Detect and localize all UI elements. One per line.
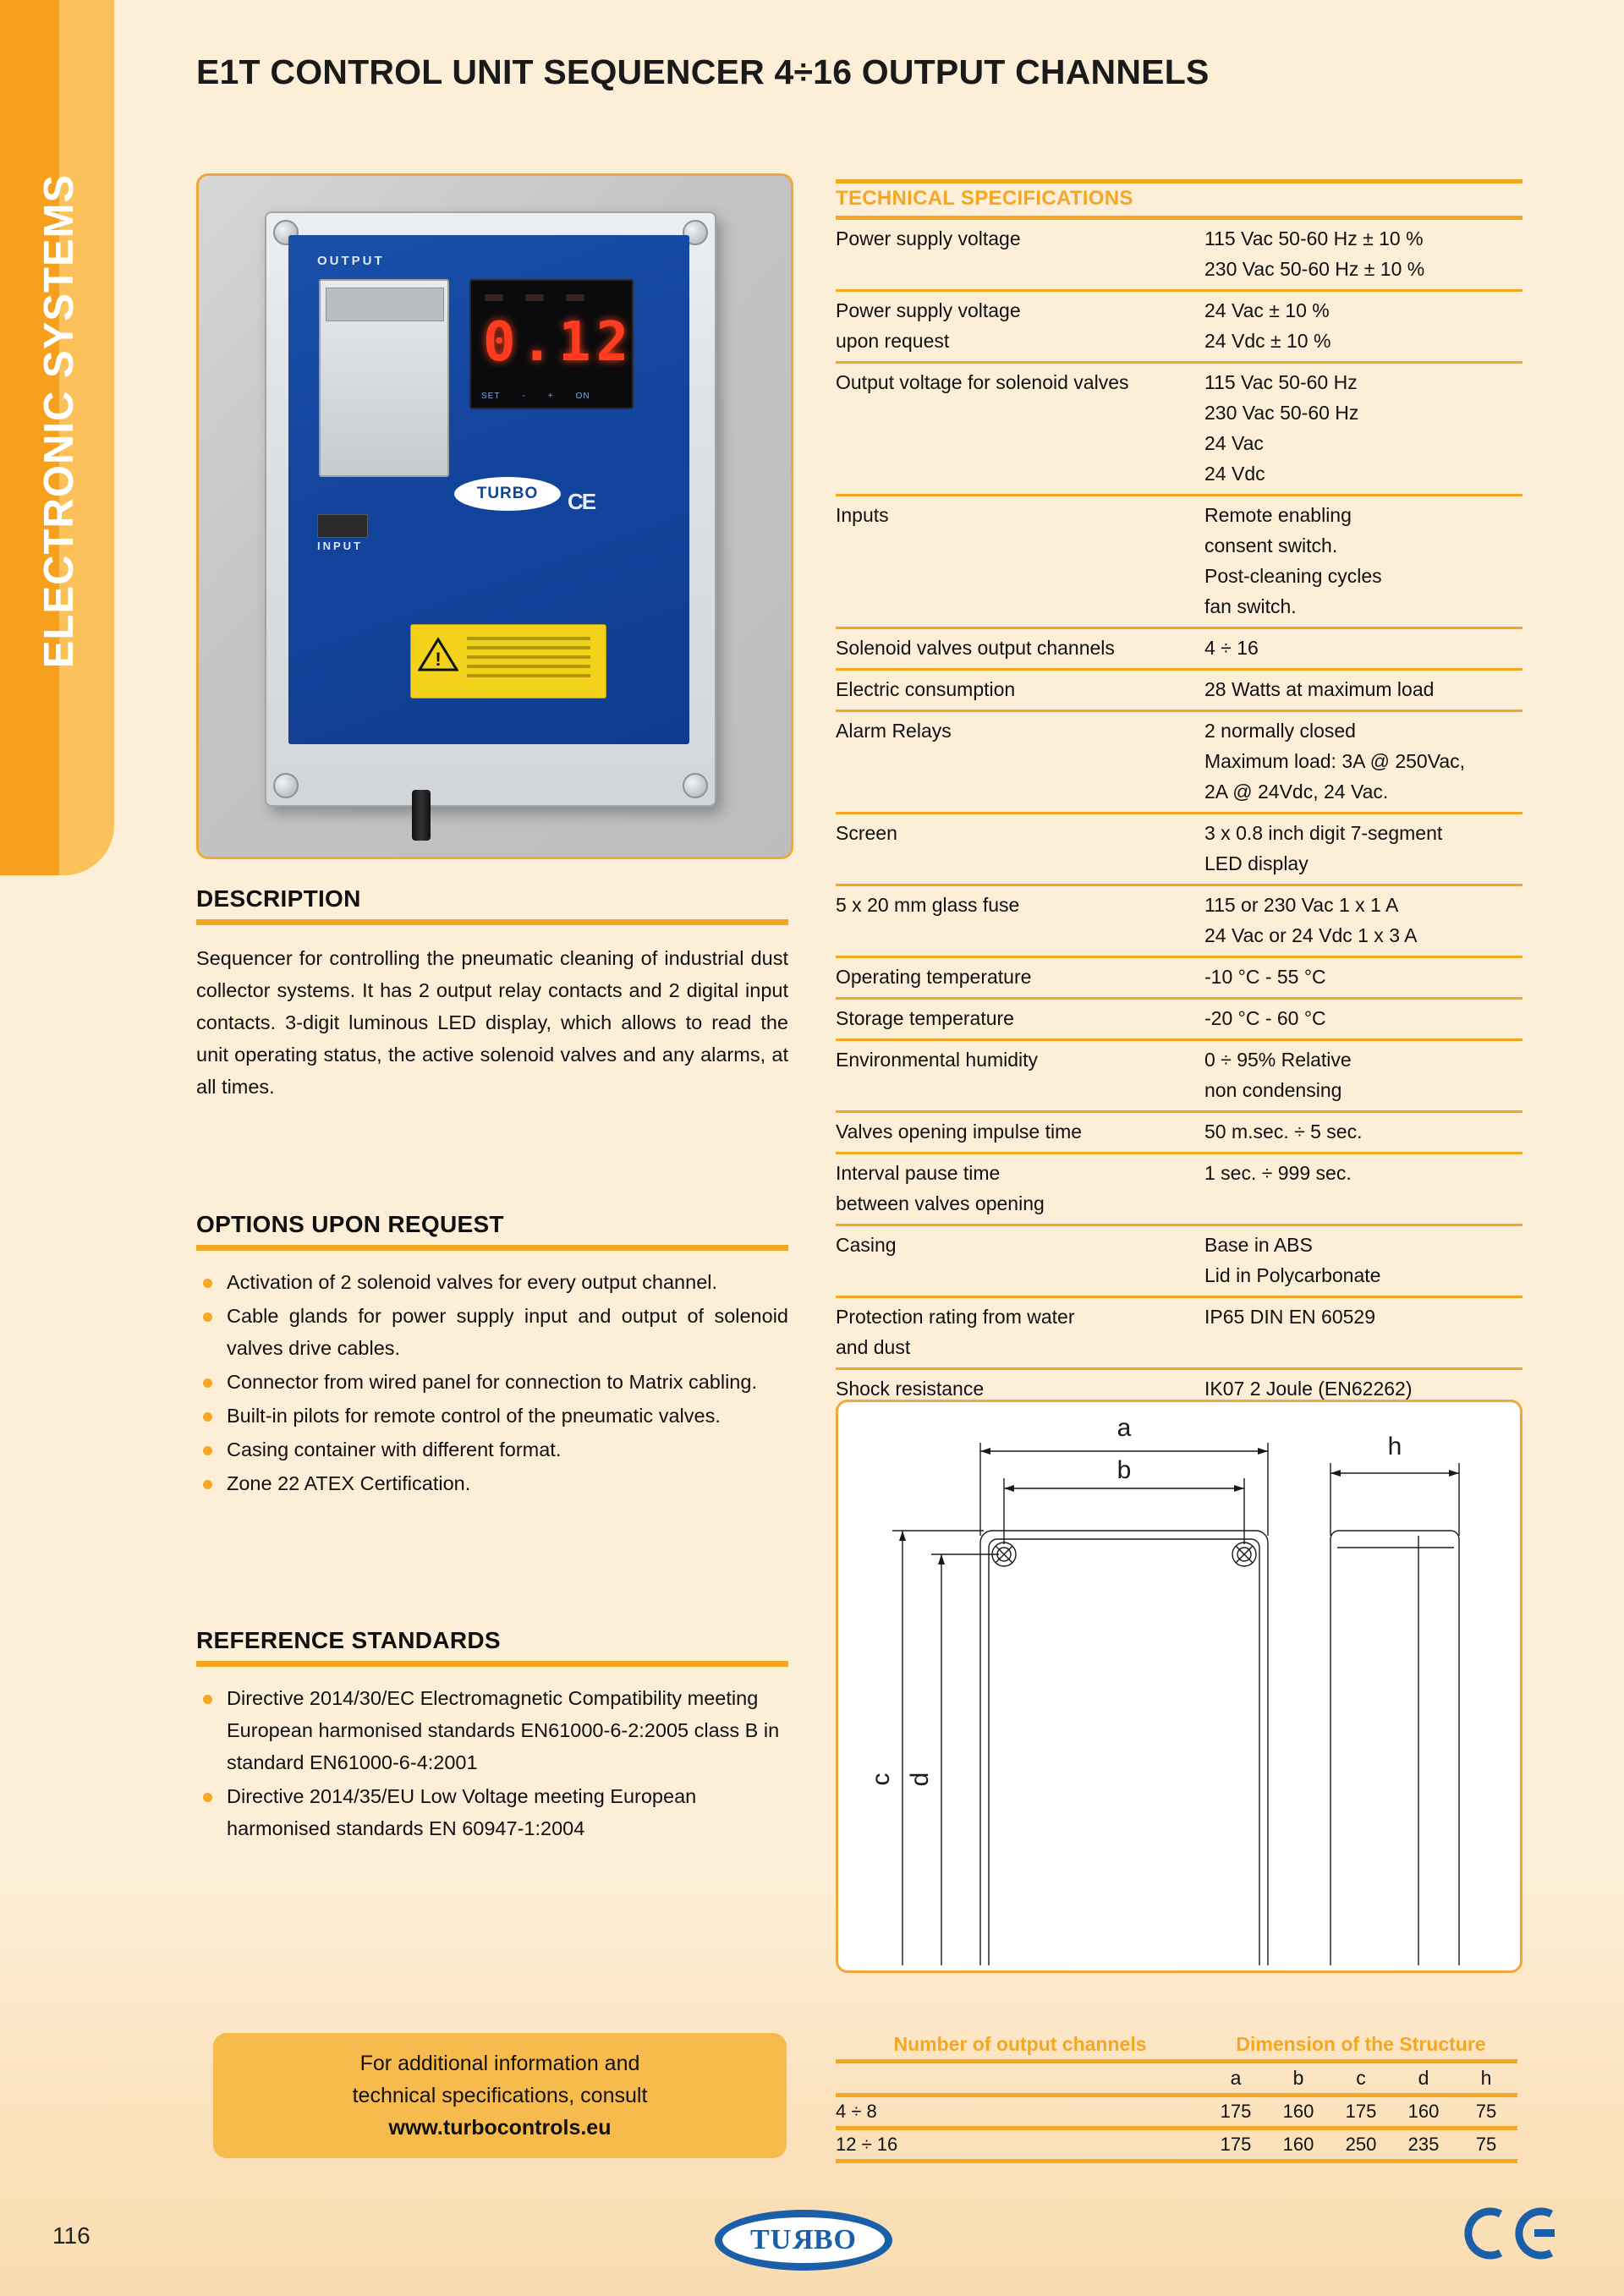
warning-triangle-icon — [418, 637, 458, 672]
reference-standards-section — [196, 1627, 788, 1846]
specs-row — [836, 220, 1522, 291]
display-value: 0.12 — [483, 311, 634, 374]
display-button-labels: SET - + ON — [481, 392, 590, 401]
dimensions-row-a: 175 — [1204, 2129, 1267, 2162]
option-item: Cable glands for power supply input and output of solenoid valves drive cables. — [196, 1300, 788, 1364]
callout-url[interactable]: www.turbocontrols.eu — [388, 2116, 612, 2140]
options-list — [196, 1266, 788, 1499]
specs-row-value: 24 Vac ± 10 % 24 Vdc ± 10 % — [1201, 291, 1522, 363]
logo-oval-inner — [722, 2217, 885, 2263]
product-photo — [196, 173, 793, 859]
specs-row-value: 50 m.sec. ÷ 5 sec. — [1201, 1112, 1522, 1153]
specs-row-key: Solenoid valves output channels — [836, 628, 1201, 670]
specs-row-value: 1 sec. ÷ 999 sec. — [1201, 1153, 1522, 1225]
options-heading: OPTIONS UPON REQUEST — [196, 1211, 504, 1237]
specs-row-key: Casing — [836, 1225, 1201, 1297]
info-callout — [213, 2033, 787, 2158]
specs-row — [836, 1112, 1522, 1153]
specs-row — [836, 291, 1522, 363]
option-item: Activation of 2 solenoid valves for every output channel. — [196, 1266, 788, 1298]
dimensions-row-a: 175 — [1204, 2096, 1267, 2129]
input-connector — [317, 514, 368, 538]
specs-row-key: Interval pause time between valves opening — [836, 1153, 1201, 1225]
dimensions-col-structure: Dimension of the Structure — [1204, 2030, 1517, 2062]
relay-module — [319, 279, 449, 477]
svg-text:!: ! — [435, 649, 442, 670]
specs-row-value: Remote enabling consent switch. Post-cleaning cycles fan switch. — [1201, 496, 1522, 628]
panel-brand-oval: TURBO — [454, 477, 561, 511]
dimensions-col-channels: Number of output channels — [836, 2030, 1204, 2062]
enclosure-screw-icon — [683, 773, 708, 798]
specs-row-value: 28 Watts at maximum load — [1201, 670, 1522, 711]
input-section-label: INPUT — [317, 540, 363, 552]
specs-row-value: 115 or 230 Vac 1 x 1 A 24 Vac or 24 Vdc 1 x 3 A — [1201, 885, 1522, 957]
specs-row — [836, 628, 1522, 670]
ce-mark-icon — [1462, 2206, 1563, 2261]
specs-row-value: 3 x 0.8 inch digit 7-segment LED display — [1201, 814, 1522, 885]
option-item: Connector from wired panel for connection to Matrix cabling. — [196, 1366, 788, 1398]
specs-row-key: Power supply voltage upon request — [836, 291, 1201, 363]
led-display — [469, 279, 634, 409]
specs-row-key: Output voltage for solenoid valves — [836, 363, 1201, 496]
relay-module-top — [326, 288, 444, 321]
output-section-label: OUTPUT — [317, 254, 385, 268]
specs-row — [836, 999, 1522, 1040]
specs-row — [836, 1040, 1522, 1112]
reference-standard-item: Directive 2014/30/EC Electromagnetic Compatibility meeting European harmonised standards EN61000-6-2:2005 class B in standard EN61000-6-4:2001 — [196, 1682, 788, 1778]
dimensions-subheader-h: h — [1455, 2062, 1517, 2096]
dimensions-subheader-a: a — [1204, 2062, 1267, 2096]
option-item: Casing container with different format. — [196, 1433, 788, 1466]
dimension-label-a: a — [1116, 1414, 1132, 1442]
dimensions-table-section — [836, 2030, 1517, 2163]
dimensions-row-d: 235 — [1392, 2129, 1455, 2162]
specs-heading: TECHNICAL SPECIFICATIONS — [836, 179, 1522, 220]
display-indicator-leds — [485, 294, 584, 301]
specs-row-value: 2 normally closed Maximum load: 3A @ 250Vac, 2A @ 24Vdc, 24 Vac. — [1201, 711, 1522, 814]
specs-row-key: Storage temperature — [836, 999, 1201, 1040]
options-rule — [196, 1245, 788, 1251]
dimensions-row-c: 175 — [1330, 2096, 1392, 2129]
sidebar-category-label: ELECTRONIC SYSTEMS — [36, 173, 82, 669]
enclosure-outer — [265, 211, 716, 807]
dimension-label-b: b — [1116, 1456, 1132, 1484]
dimension-label-h: h — [1387, 1433, 1402, 1460]
logo-text-reversed-r: R — [792, 2224, 814, 2255]
dimensions-table — [836, 2030, 1517, 2163]
dimensions-table-row — [836, 2096, 1517, 2129]
reference-standard-item: Directive 2014/35/EU Low Voltage meeting European harmonised standards EN 60947-1:2004 — [196, 1780, 788, 1844]
technical-specifications-section — [836, 179, 1522, 1414]
dimensions-row-channels: 12 ÷ 16 — [836, 2129, 1204, 2162]
dimension-label-d: d — [906, 1772, 934, 1787]
front-panel — [288, 235, 689, 744]
panel-ce-icon: CE — [568, 489, 595, 514]
specs-row-value: 115 Vac 50-60 Hz 230 Vac 50-60 Hz 24 Vac 24 Vdc — [1201, 363, 1522, 496]
specs-row-key: Valves opening impulse time — [836, 1112, 1201, 1153]
sidebar-tab — [0, 0, 114, 875]
specs-row-key: 5 x 20 mm glass fuse — [836, 885, 1201, 957]
dimensions-subhdr-blank — [836, 2062, 1204, 2096]
specs-row — [836, 814, 1522, 885]
turbo-logo — [715, 2210, 892, 2271]
dimensions-table-row — [836, 2129, 1517, 2162]
specs-row — [836, 1225, 1522, 1297]
description-rule — [196, 919, 788, 925]
specs-row-key: Alarm Relays — [836, 711, 1201, 814]
dimensions-row-h: 75 — [1455, 2129, 1517, 2162]
callout-line-2: technical specifications, consult — [352, 2084, 648, 2107]
option-item: Zone 22 ATEX Certification. — [196, 1467, 788, 1499]
specs-row-key: Screen — [836, 814, 1201, 885]
enclosure-screw-icon — [273, 773, 299, 798]
specs-row-value: 4 ÷ 16 — [1201, 628, 1522, 670]
reference-standards-heading: REFERENCE STANDARDS — [196, 1627, 501, 1653]
enclosure-dimension-svg — [838, 1402, 1515, 1965]
specs-row — [836, 957, 1522, 999]
dimensions-row-d: 160 — [1392, 2096, 1455, 2129]
page-title: E1T CONTROL UNIT SEQUENCER 4÷16 OUTPUT CHANNELS — [196, 52, 1210, 91]
specs-row-key: Environmental humidity — [836, 1040, 1201, 1112]
logo-text-pre: TU — [750, 2224, 793, 2255]
power-cable — [412, 790, 431, 841]
dimensions-subheader-c: c — [1330, 2062, 1392, 2096]
specs-row-value: 0 ÷ 95% Relative non condensing — [1201, 1040, 1522, 1112]
specs-row-key: Electric consumption — [836, 670, 1201, 711]
specs-row-value: -20 °C - 60 °C — [1201, 999, 1522, 1040]
specs-row — [836, 711, 1522, 814]
dimensions-row-c: 250 — [1330, 2129, 1392, 2162]
specs-table — [836, 220, 1522, 1414]
description-text: Sequencer for controlling the pneumatic cleaning of industrial dust collector systems. It has 2 output relay contacts and 2 digital input contacts. 3-digit luminous LED display, which allows to read the unit operating status, the active solenoid valves and any alarms, at all times. — [196, 947, 788, 1098]
page-number: 116 — [52, 2222, 91, 2249]
specs-row-key: Shock resistance — [836, 1369, 1201, 1412]
warning-text-lines — [467, 637, 590, 683]
reference-standards-rule — [196, 1661, 788, 1667]
specs-row-value: -10 °C - 55 °C — [1201, 957, 1522, 999]
specs-row-key: Operating temperature — [836, 957, 1201, 999]
warning-label — [410, 624, 606, 699]
option-item: Built-in pilots for remote control of the pneumatic valves. — [196, 1400, 788, 1432]
specs-row-key: Power supply voltage — [836, 220, 1201, 291]
description-section — [196, 885, 788, 1103]
logo-text — [750, 2224, 857, 2256]
specs-row — [836, 1153, 1522, 1225]
description-heading: DESCRIPTION — [196, 885, 361, 912]
specs-row — [836, 885, 1522, 957]
specs-row-value: Base in ABS Lid in Polycarbonate — [1201, 1225, 1522, 1297]
callout-line-1: For additional information and — [359, 2052, 640, 2075]
specs-row-value: IK07 2 Joule (EN62262) — [1201, 1369, 1522, 1412]
dimensions-row-h: 75 — [1455, 2096, 1517, 2129]
specs-row — [836, 1297, 1522, 1369]
logo-text-post: BO — [813, 2224, 857, 2255]
dimensions-row-b: 160 — [1267, 2096, 1330, 2129]
specs-row-key: Protection rating from water and dust — [836, 1297, 1201, 1369]
specs-row — [836, 363, 1522, 496]
dimension-label-c: c — [867, 1773, 895, 1786]
dimensions-subheader-d: d — [1392, 2062, 1455, 2096]
specs-row-value: 115 Vac 50-60 Hz ± 10 % 230 Vac 50-60 Hz ± 10 % — [1201, 220, 1522, 291]
dimension-drawing — [836, 1400, 1522, 1973]
dimensions-row-channels: 4 ÷ 8 — [836, 2096, 1204, 2129]
specs-row-key: Inputs — [836, 496, 1201, 628]
dimensions-subheader-b: b — [1267, 2062, 1330, 2096]
reference-standards-list — [196, 1682, 788, 1844]
specs-row-value: IP65 DIN EN 60529 — [1201, 1297, 1522, 1369]
dimensions-row-b: 160 — [1267, 2129, 1330, 2162]
options-section — [196, 1211, 788, 1501]
specs-row — [836, 496, 1522, 628]
specs-row — [836, 670, 1522, 711]
